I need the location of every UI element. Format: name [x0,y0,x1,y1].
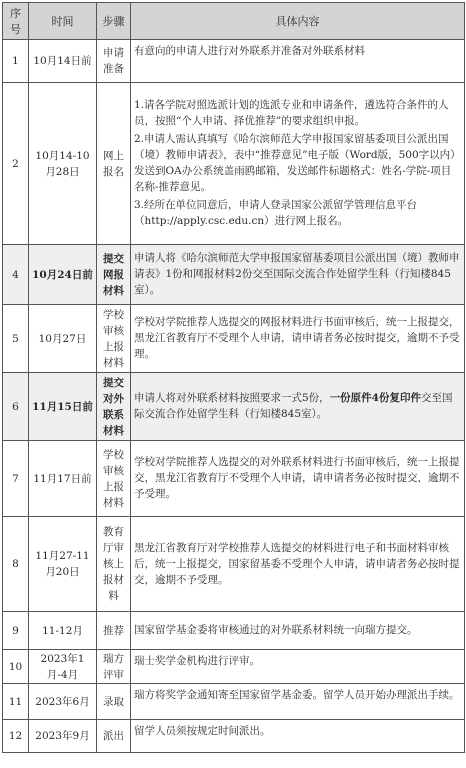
row-seq: 9 [3,612,29,650]
table-row [3,40,465,83]
header-row [3,3,465,40]
row-time: 2023年9月 [29,720,97,753]
content-text: 交至国际交流合作处留学生科（行知楼845室）。 [134,392,453,420]
content-para [134,390,461,422]
row-content [131,650,465,684]
row-time: 10月14-10月28日 [29,83,97,245]
row-step: 推荐 [97,612,131,650]
row-seq: 11 [3,684,29,720]
row-content [131,373,465,441]
content-para: 有意向的申请人进行对外联系并准备对外联系材料 [134,45,365,57]
row-step: 提交网报材料 [97,245,131,305]
header-step: 步骤 [97,3,131,40]
row-content [131,720,465,753]
row-time: 10月27日 [29,305,97,373]
row-step: 学校审核上报材料 [97,441,131,517]
row-seq: 7 [3,441,29,517]
row-seq: 4 [3,245,29,305]
table-row [3,245,465,305]
table-row [3,612,465,650]
content-para: 学校对学院推荐人选提交的对外联系材料进行书面审核后，统一上报提交，黑龙江省教育厅不受理个人申请，请申请者务必按时提交，逾期不予受理。 [134,456,460,500]
row-time: 2023年1月-4月 [29,650,97,684]
row-seq: 6 [3,373,29,441]
row-content [131,83,465,245]
table-row [3,83,465,245]
content-emphasis: 一份原件4份复印件 [329,392,421,404]
content-para: 黑龙江省教育厅对学校推荐人选提交的材料进行电子和书面材料审核后，统一上报提交，国家留基委不受理个人申请，请申请者务必按时提交，逾期不予受理。 [134,541,460,586]
content-para: 国家留学基金委将审核通过的对外联系材料统一向瑞方提交。 [134,624,418,636]
row-step: 教育厅审核上报材料 [97,517,131,612]
table-row [3,373,465,441]
table-row [3,517,465,612]
row-seq: 12 [3,720,29,753]
row-content [131,684,465,720]
header-seq: 序号 [3,3,29,40]
row-time: 11月27-11月20日 [29,517,97,612]
content-para: 瑞方将奖学金通知寄至国家留学基金委。留学人员开始办理派出手续。 [134,689,460,701]
row-content [131,612,465,650]
schedule-table [2,2,465,753]
row-content [131,40,465,83]
content-para: 2.申请人需认真填写《哈尔滨师范大学申报国家留基委项目公派出国（境）教师申请表》，表中“推荐意见”电子版（Word版，500字以内）发送到OA办公系统盖雨鸥邮箱，发送邮件标题格式：姓名-学院-项目名称-推荐意见。 [134,133,461,193]
row-time: 11月15日前 [29,373,97,441]
table-row [3,684,465,720]
header-content: 具体内容 [131,3,465,40]
content-para: 瑞士奖学金机构进行评审。 [134,655,260,667]
content-para: 学校对学院推荐人选提交的网报材料进行书面审核后，统一上报提交，黑龙江省教育厅不受理个人申请，请申请者务必按时提交，逾期不予受理。 [134,316,460,360]
row-step: 瑞方评审 [97,650,131,684]
row-time: 11-12月 [29,612,97,650]
content-text: 申请人将对外联系材料按照要求一式5份， [134,392,330,404]
row-time: 10月14日前 [29,40,97,83]
row-seq: 2 [3,83,29,245]
row-content [131,305,465,373]
row-seq: 8 [3,517,29,612]
row-seq: 1 [3,40,29,83]
table-row [3,441,465,517]
content-para: 申请人将《哈尔滨师范大学申报国家留基委项目公派出国（境）教师申请表》1份和网报材料2份交至国际交流合作处留学生科（行知楼845室）。 [134,252,460,296]
row-content [131,517,465,612]
content-para: 3.经所在单位同意后，申请人登录国家公派留学管理信息平台（http://apply.csc.edu.cn）进行网上报名。 [134,199,418,227]
row-time: 2023年6月 [29,684,97,720]
header-time: 时间 [29,3,97,40]
row-step: 提交对外联系材料 [97,373,131,441]
row-step: 学校审核上报材料 [97,305,131,373]
row-content [131,245,465,305]
row-step: 录取 [97,684,131,720]
table-row [3,720,465,753]
row-step: 网上报名 [97,83,131,245]
table-row [3,305,465,373]
content-para: 1.请各学院对照选派计划的选派专业和申请条件，遴选符合条件的人员，按照“个人申请、择优推荐”的要求组织申报。 [134,99,449,127]
row-time: 11月17日前 [29,441,97,517]
row-step: 派出 [97,720,131,753]
content-para: 留学人员须按规定时间派出。 [134,725,271,737]
row-time: 10月24日前 [29,245,97,305]
row-seq: 5 [3,305,29,373]
row-step: 申请准备 [97,40,131,83]
table-row [3,650,465,684]
row-content [131,441,465,517]
row-seq: 10 [3,650,29,684]
